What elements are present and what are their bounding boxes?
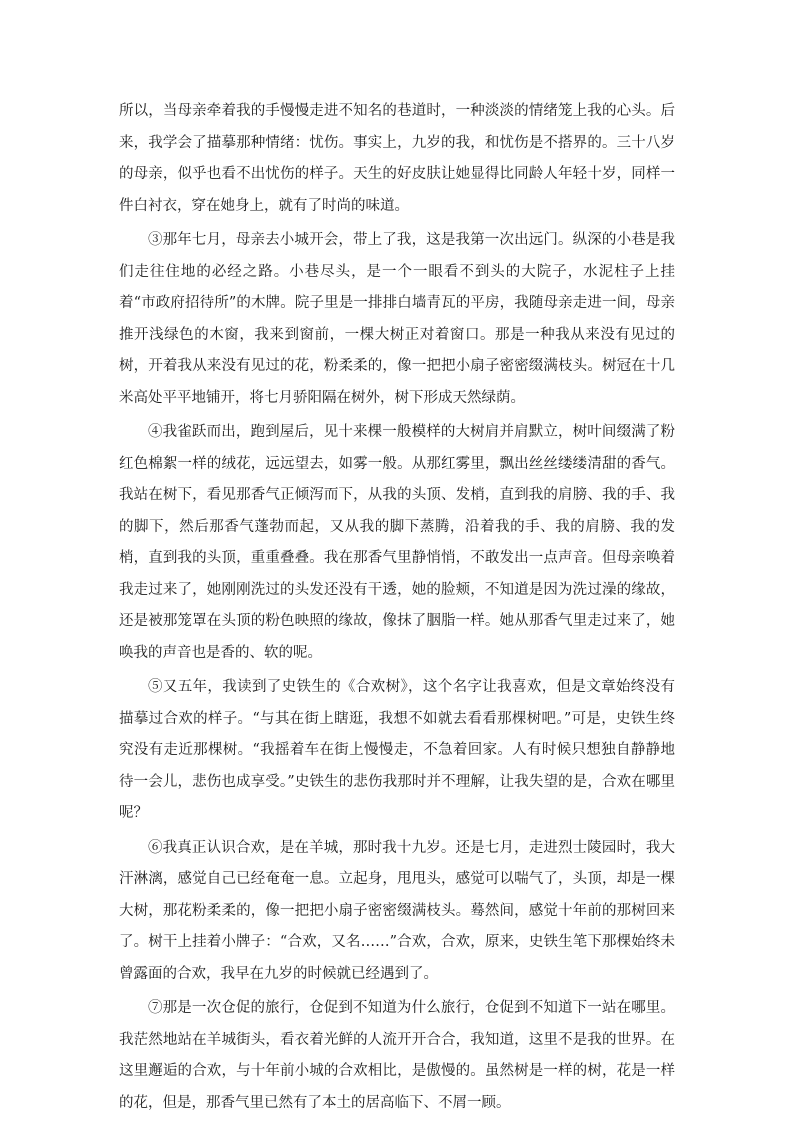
paragraph-7: ⑦那是一次仓促的旅行，仓促到不知道为什么旅行，仓促到不知道下一站在哪里。我茫然地站在羊城街头，看衣着光鲜的人流开开合合，我知道，这里不是我的世界。在这里邂逅的合欢，与十年前小城的合欢相比，是傲慢的。虽然树是一样的树，花是一样的花，但是，那香气里已然有了本土的居高临下、不屑一顾。 <box>119 1000 675 1111</box>
paragraph-5: ⑤又五年，我读到了史铁生的《合欢树》，这个名字让我喜欢，但是文章始终没有描摹过合欢的样子。“与其在街上瞎逛，我想不如就去看看那棵树吧。”可是，史铁生终究没有走近那棵树。“我摇着车在街上慢慢走，不急着回家。人有时候只想独自静静地待一会儿，悲伤也成享受。”史铁生的悲伤我那时并不理解，让我失望的是，合欢在哪里呢？ <box>119 679 675 821</box>
paragraph-intro: 所以，当母亲牵着我的手慢慢走进不知名的巷道时，一种淡淡的情绪笼上我的心头。后来，我学会了描摹那种情绪：忧伤。事实上，九岁的我，和忧伤是不搭界的。三十八岁的母亲，似乎也看不出忧伤的样子。天生的好皮肤让她显得比同龄人年轻十岁，同样一件白衬衣，穿在她身上，就有了时尚的味道。 <box>119 103 675 214</box>
paragraph-3: ③那年七月，母亲去小城开会，带上了我，这是我第一次出远门。纵深的小巷是我们走往住地的必经之路。小巷尽头，是一个一眼看不到头的大院子，水泥柱子上挂着“市政府招待所”的木牌。院子里是一排排白墙青瓦的平房，我随母亲走进一间，母亲推开浅绿色的木窗，我来到窗前，一棵大树正对着窗口。那是一种我从来没有见过的树，开着我从来没有见过的花，粉柔柔的，像一把把小扇子密密缀满枝头。树冠在十几米高处平平地铺开，将七月骄阳隔在树外，树下形成天然绿荫。 <box>119 232 675 406</box>
paragraph-4: ④我雀跃而出，跑到屋后，见十来棵一般模样的大树肩并肩默立，树叶间缀满了粉红色棉絮一样的绒花，远远望去，如雾一般。从那红雾里，飘出丝丝缕缕清甜的香气。我站在树下，看见那香气正倾泻而下，从我的头顶、发梢，直到我的肩膀、我的手、我的脚下，然后那香气蓬勃而起，又从我的脚下蒸腾，沿着我的手、我的肩膀、我的发梢，直到我的头顶，重重叠叠。我在那香气里静悄悄，不敢发出一点声音。但母亲唤着我走过来了，她刚刚洗过的头发还没有干透，她的脸颊，不知道是因为洗过澡的缘故，还是被那笼罩在头顶的粉色映照的缘故，像抹了胭脂一样。她从那香气里走过来了，她唤我的声音也是香的、软的呢。 <box>119 424 675 661</box>
document-page <box>119 96 675 1122</box>
paragraph-6: ⑥我真正认识合欢，是在羊城，那时我十九岁。还是七月，走进烈士陵园时，我大汗淋漓，感觉自己已经奄奄一息。立起身，甩甩头，感觉可以喘气了，头顶，却是一棵大树，那花粉柔柔的，像一把把小扇子密密缀满枝头。蓦然间，感觉十年前的那树回来了。树干上挂着小牌子：“合欢，又名……”合欢，合欢，原来，史铁生笔下那棵始终未曾露面的合欢，我早在九岁的时候就已经遇到了。 <box>119 839 675 982</box>
